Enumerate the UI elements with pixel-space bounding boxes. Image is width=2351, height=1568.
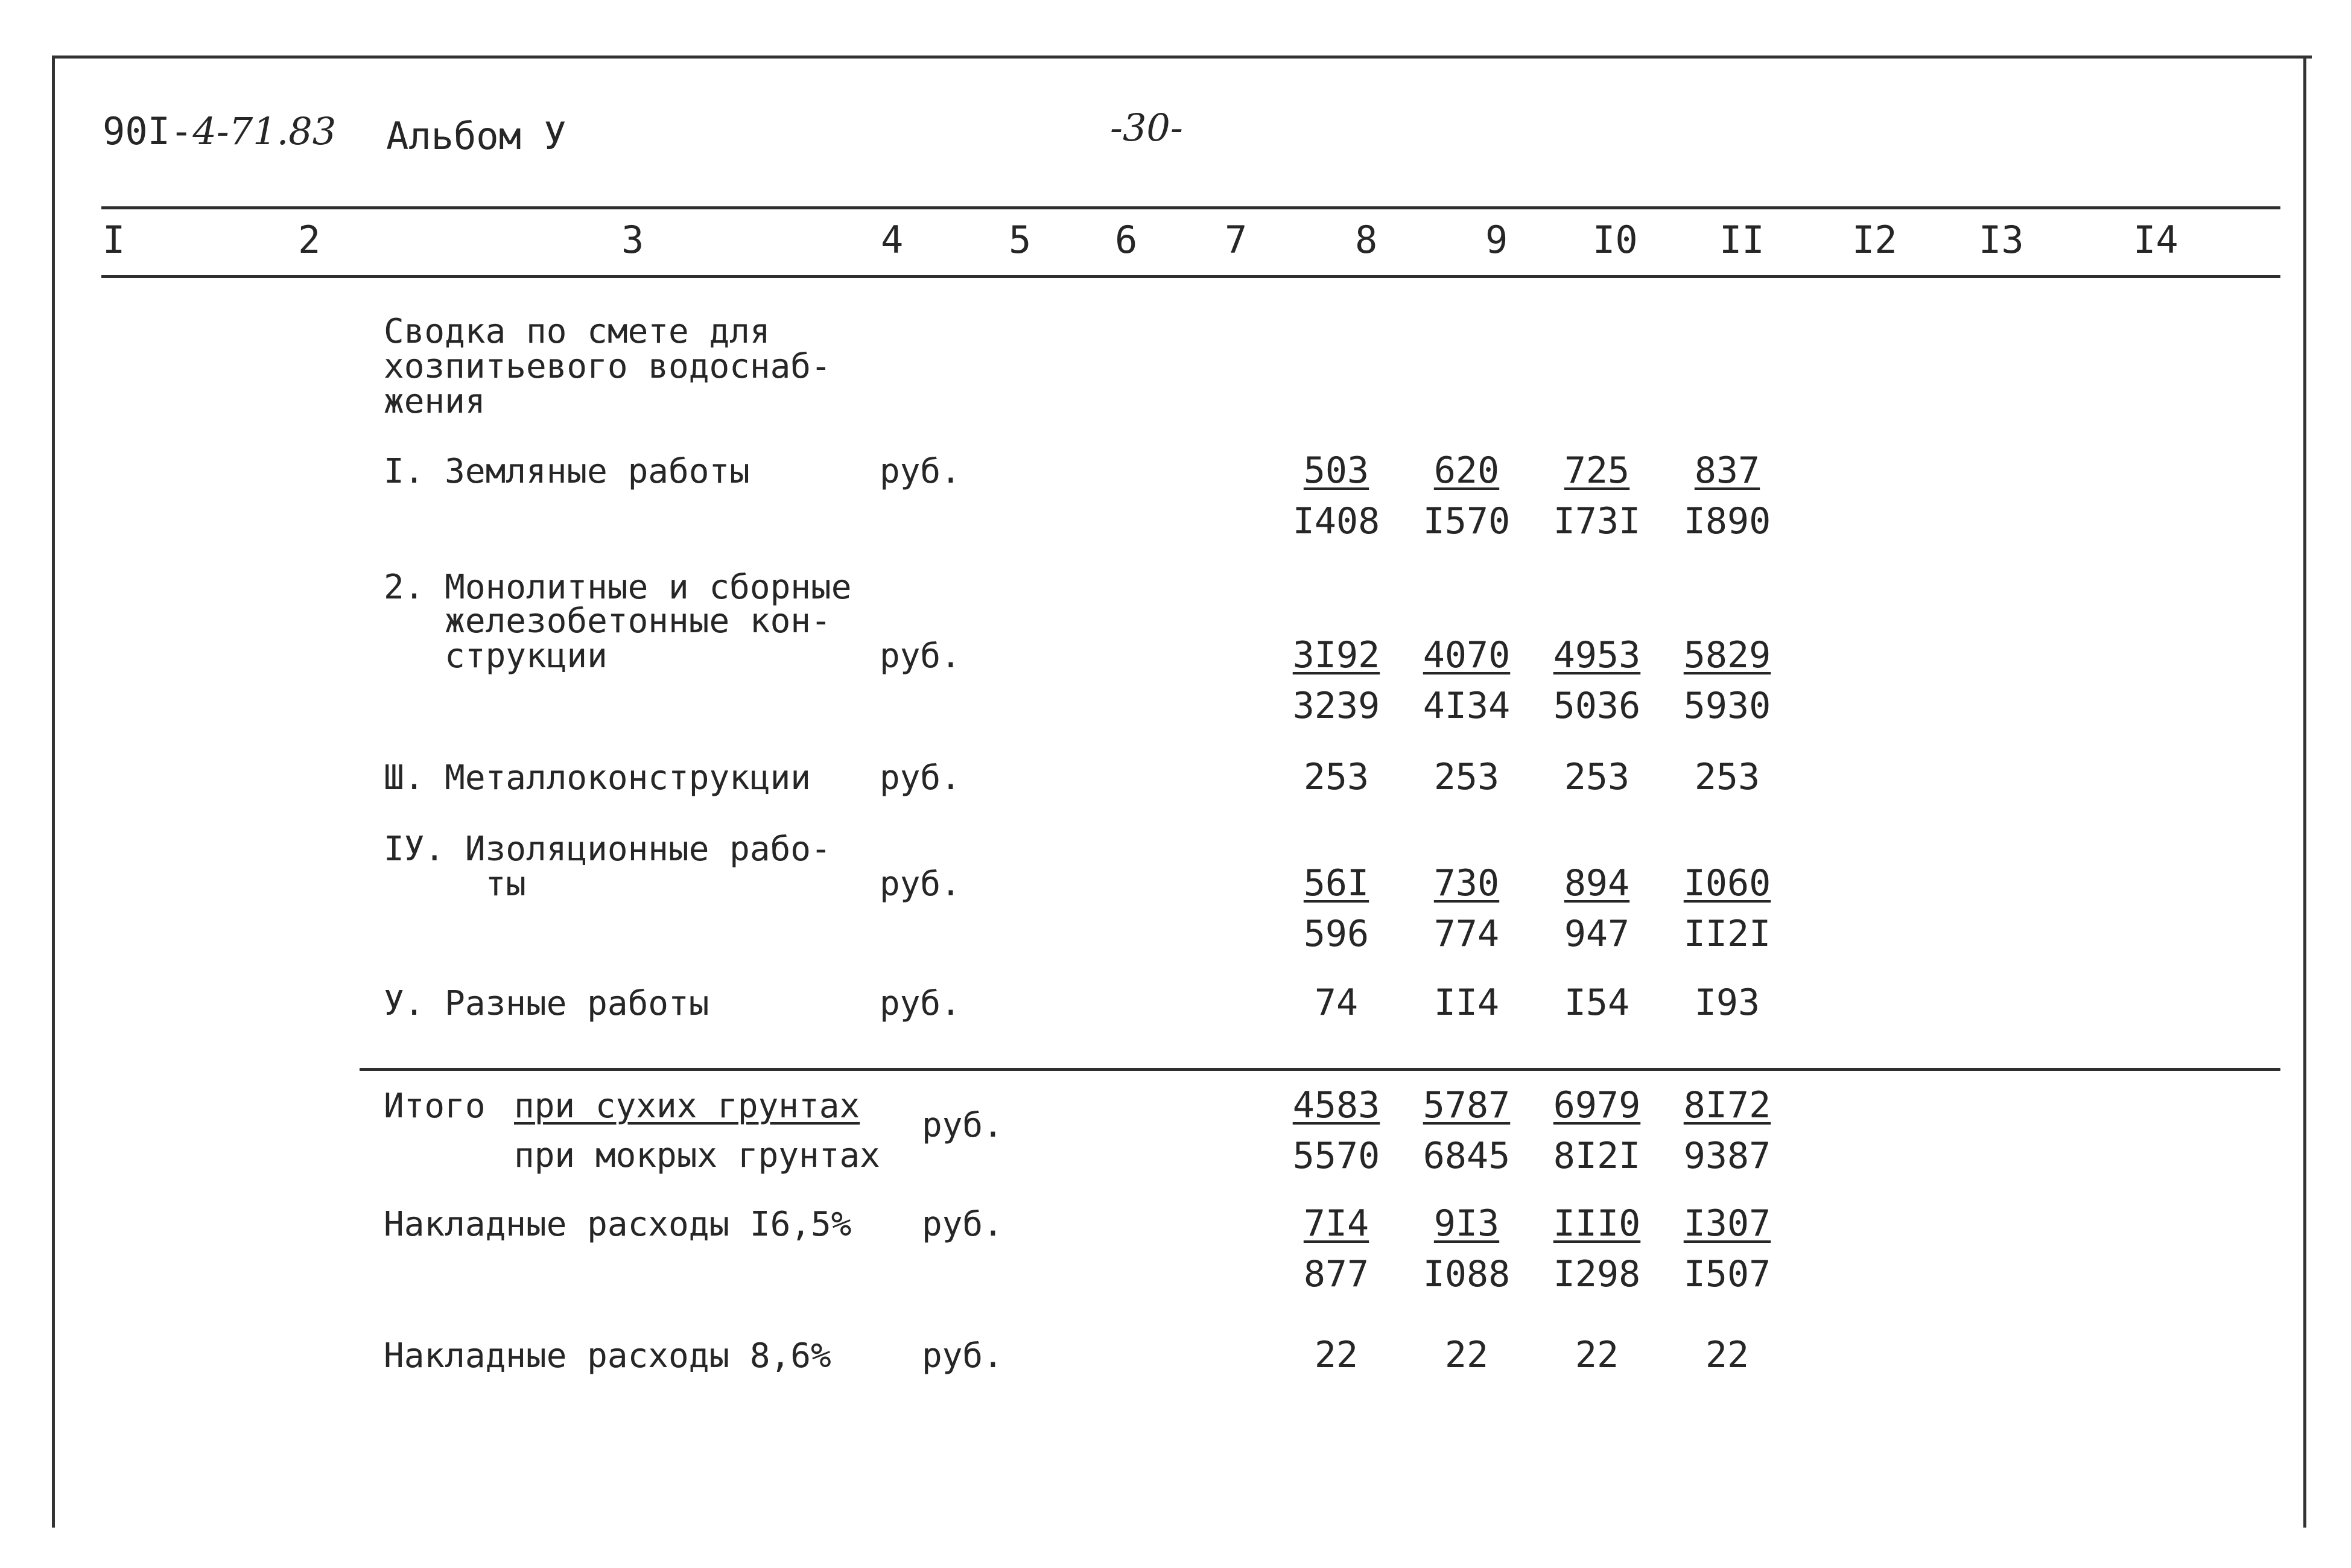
totals-divider — [360, 1068, 2280, 1071]
value-col9-top: 620 — [1433, 449, 1500, 492]
value-col9-bottom: I088 — [1423, 1253, 1511, 1295]
summary-title-line: Сводка по смете для — [384, 312, 770, 351]
value-col9: II4 — [1433, 982, 1500, 1024]
totals-wet-label: при мокрых грунтах — [514, 1136, 880, 1175]
value-col9-top: 4070 — [1423, 634, 1511, 676]
value-col8-top: 7I4 — [1303, 1202, 1369, 1245]
row-label: железобетонные кон- — [384, 601, 831, 641]
column-number-8: 8 — [1355, 218, 1378, 262]
row-unit: руб. — [880, 865, 961, 904]
value-col10-bottom: I298 — [1553, 1253, 1641, 1295]
column-number-2: 2 — [298, 218, 321, 262]
value-col8-bottom: I408 — [1292, 500, 1380, 542]
value-col8-bottom: 5570 — [1292, 1135, 1380, 1177]
column-number-3: 3 — [621, 218, 644, 262]
value-col8-bottom: 877 — [1303, 1253, 1369, 1295]
value-col10: 253 — [1564, 756, 1630, 798]
row-label: Накладные расходы I6,5% — [384, 1205, 852, 1244]
value-col11-top: I307 — [1683, 1202, 1771, 1245]
value-col11-bottom: II2I — [1683, 913, 1771, 955]
value-col10: 22 — [1575, 1334, 1619, 1376]
row-unit: руб. — [922, 1106, 1003, 1145]
value-col9-bottom: I570 — [1423, 500, 1511, 542]
value-col8-bottom: 596 — [1303, 913, 1369, 955]
column-number-9: 9 — [1485, 218, 1508, 262]
value-col10-top: 894 — [1564, 862, 1630, 904]
value-col11: 22 — [1705, 1334, 1750, 1376]
value-col9-bottom: 6845 — [1423, 1135, 1511, 1177]
value-col8-top: 4583 — [1292, 1084, 1380, 1126]
value-col11-bottom: I507 — [1683, 1253, 1771, 1295]
value-col9-top: 5787 — [1423, 1084, 1511, 1126]
column-number-5: 5 — [1009, 218, 1032, 262]
value-col9-bottom: 4I34 — [1423, 685, 1511, 727]
row-label: IУ. Изоляционные рабо- — [384, 830, 831, 869]
value-col10: I54 — [1564, 982, 1630, 1024]
frame-right-border — [2303, 56, 2306, 1528]
value-col8-bottom: 3239 — [1292, 685, 1380, 727]
document-code — [103, 109, 337, 153]
value-col8: 74 — [1314, 982, 1359, 1024]
value-col10-bottom: 947 — [1564, 913, 1630, 955]
value-col11-top: 8I72 — [1683, 1084, 1771, 1126]
value-col11-top: I060 — [1683, 862, 1771, 904]
value-col8-top: 503 — [1303, 449, 1369, 492]
frame-top-border — [52, 56, 2312, 59]
row-unit: руб. — [922, 1205, 1003, 1244]
value-col11: I93 — [1694, 982, 1760, 1024]
value-col9-bottom: 774 — [1433, 913, 1500, 955]
value-col11-bottom: 5930 — [1683, 685, 1771, 727]
totals-label: Итого — [384, 1087, 486, 1126]
column-number-6: 6 — [1115, 218, 1138, 262]
totals-dry-label: при сухих грунтах — [514, 1087, 860, 1126]
row-label: струкции — [384, 636, 608, 676]
column-number-12: I2 — [1852, 218, 1897, 262]
value-col11-bottom: 9387 — [1683, 1135, 1771, 1177]
row-unit: руб. — [880, 984, 961, 1023]
column-number-14: I4 — [2133, 218, 2178, 262]
value-col8: 253 — [1303, 756, 1369, 798]
header-rule-top — [101, 206, 2280, 209]
value-col10-bottom: 5036 — [1553, 685, 1641, 727]
column-number-1: I — [103, 218, 125, 262]
value-col10-bottom: I73I — [1553, 500, 1641, 542]
value-col10-top: 4953 — [1553, 634, 1641, 676]
value-col9: 22 — [1444, 1334, 1489, 1376]
column-number-13: I3 — [1979, 218, 2024, 262]
column-number-10: I0 — [1593, 218, 1638, 262]
row-unit: руб. — [922, 1336, 1003, 1376]
row-label: I. Земляные работы — [384, 452, 750, 491]
value-col10-top: III0 — [1553, 1202, 1641, 1245]
value-col11-top: 5829 — [1683, 634, 1771, 676]
value-col10-top: 6979 — [1553, 1084, 1641, 1126]
column-number-7: 7 — [1225, 218, 1248, 262]
column-number-4: 4 — [881, 218, 904, 262]
header-rule-bottom — [101, 275, 2280, 278]
row-label: ты — [384, 865, 527, 904]
page-number: -30- — [1110, 106, 1183, 150]
album-title: Альбом У — [386, 114, 566, 158]
summary-title-line: хозпитьевого водоснаб- — [384, 347, 831, 386]
document-code-prefix: 90I- — [103, 109, 193, 153]
value-col9-top: 9I3 — [1433, 1202, 1500, 1245]
value-col11-top: 837 — [1694, 449, 1760, 492]
row-label: 2. Монолитные и сборные — [384, 568, 852, 607]
frame-left-border — [52, 56, 55, 1528]
value-col10-top: 725 — [1564, 449, 1630, 492]
value-col11: 253 — [1694, 756, 1760, 798]
row-unit: руб. — [880, 452, 961, 491]
row-unit: руб. — [880, 636, 961, 676]
value-col8-top: 3I92 — [1292, 634, 1380, 676]
row-label: Ш. Металлоконструкции — [384, 758, 811, 798]
row-label: У. Разные работы — [384, 984, 709, 1023]
summary-title-line: жения — [384, 382, 486, 421]
column-number-11: II — [1719, 218, 1765, 262]
value-col10-bottom: 8I2I — [1553, 1135, 1641, 1177]
value-col11-bottom: I890 — [1683, 500, 1771, 542]
row-unit: руб. — [880, 758, 961, 798]
value-col9: 253 — [1433, 756, 1500, 798]
value-col8: 22 — [1314, 1334, 1359, 1376]
value-col9-top: 730 — [1433, 862, 1500, 904]
document-code-handwritten: 4-71.83 — [192, 109, 337, 153]
value-col8-top: 56I — [1303, 862, 1369, 904]
row-label: Накладные расходы 8,6% — [384, 1336, 831, 1376]
